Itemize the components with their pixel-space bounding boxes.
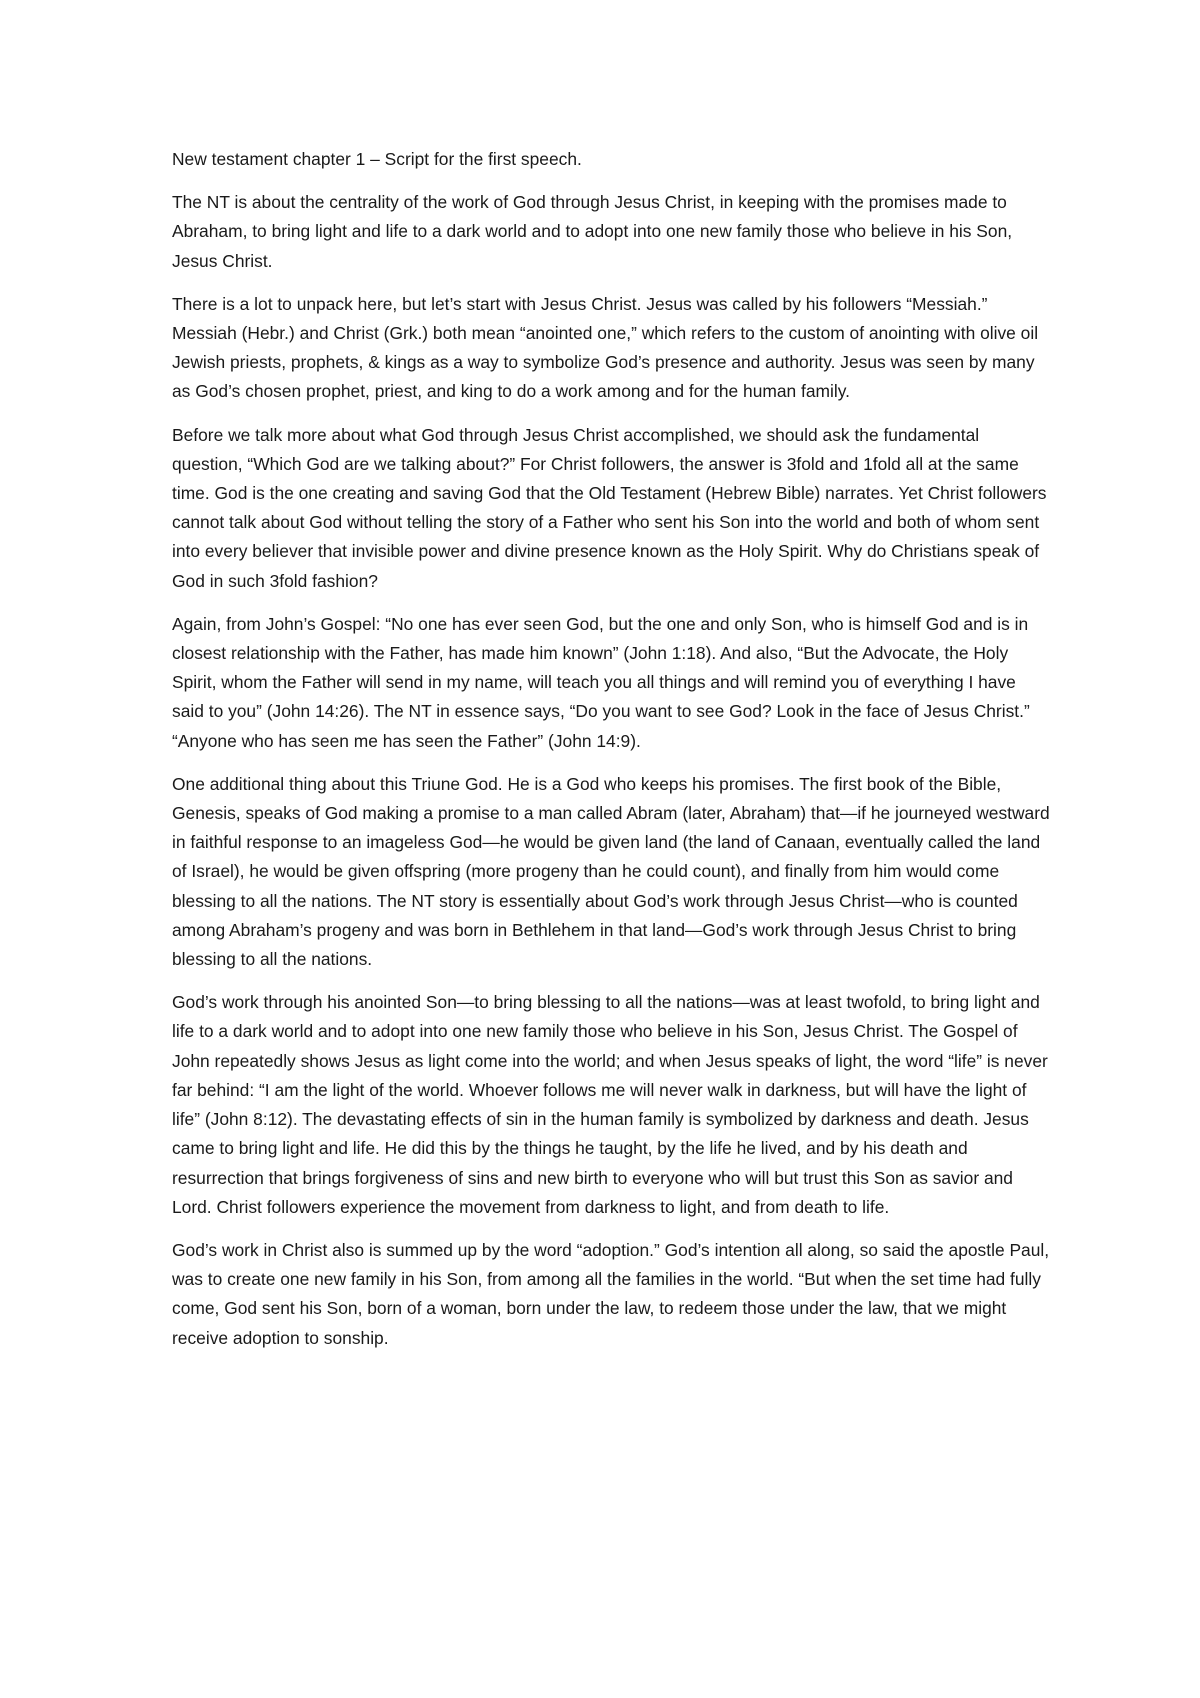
paragraph-triune-god-promises: One additional thing about this Triune God. He is a God who keeps his promises. The first book of the Bible, Genesis, speaks of God making a promise to a man called Abram (later, Abraham) that—if he journeyed westward in faithful response to an imageless God—he would be given land (the land of Canaan, eventually called the land of Israel), he would be given offspring (more progeny than he could count), and finally from him would come blessing to all the nations. The NT story is essentially about God’s work through Jesus Christ—who is counted among Abraham’s progeny and was born in Bethlehem in that land—God’s work through Jesus Christ to bring blessing to all the nations. xyxy=(172,773,1050,970)
document-title: New testament chapter 1 – Script for the first speech. xyxy=(172,149,582,169)
paragraph-messiah: There is a lot to unpack here, but let’s start with Jesus Christ. Jesus was called by his followers “Messiah.” Messiah (Hebr.) and Christ (Grk.) both mean “anointed one,” which refers to the custom of anointing with olive oil Jewish priests, prophets, & kings as a way to symbolize God’s presence and authority. Jesus was seen by many as God’s chosen prophet, priest, and king to do a work among and for the human family. xyxy=(172,293,1039,402)
paragraph-nt-centrality: The NT is about the centrality of the work of God through Jesus Christ, in keeping with the promises made to Abraham, to bring light and life to a dark world and to adopt into one new family those who believe in his Son, Jesus Christ. xyxy=(172,192,1013,271)
document-body xyxy=(172,145,1052,1367)
paragraph-which-god: Before we talk more about what God through Jesus Christ accomplished, we should ask the fundamental question, “Which God are we talking about?” For Christ followers, the answer is 3fold and 1fold all at the same time. God is the one creating and saving God that the Old Testament (Hebrew Bible) narrates. Yet Christ followers cannot talk about God without telling the story of a Father who sent his Son into the world and both of whom sent into every believer that invisible power and divine presence known as the Holy Spirit. Why do Christians speak of God in such 3fold fashion? xyxy=(172,424,1047,591)
paragraph-adoption: God’s work in Christ also is summed up by the word “adoption.” God’s intention all along, so said the apostle Paul, was to create one new family in his Son, from among all the families in the world. “But when the set time had fully come, God sent his Son, born of a woman, born under the law, to redeem those under the law, that we might receive adoption to sonship. xyxy=(172,1239,1050,1348)
paragraph-johns-gospel: Again, from John’s Gospel: “No one has ever seen God, but the one and only Son, who is himself God and is in closest relationship with the Father, has made him known” (John 1:18). And also, “But the Advocate, the Holy Spirit, whom the Father will send in my name, will teach you all things and will remind you of everything I have said to you” (John 14:26). The NT in essence says, “Do you want to see God? Look in the face of Jesus Christ.” “Anyone who has seen me has seen the Father” (John 14:9). xyxy=(172,613,1030,751)
paragraph-light-and-life: God’s work through his anointed Son—to bring blessing to all the nations—was at least twofold, to bring light and life to a dark world and to adopt into one new family those who believe in his Son, Jesus Christ. The Gospel of John repeatedly shows Jesus as light come into the world; and when Jesus speaks of light, the word “life” is never far behind: “I am the light of the world. Whoever follows me will never walk in darkness, but will have the light of life” (John 8:12). The devastating effects of sin in the human family is symbolized by darkness and death. Jesus came to bring light and life. He did this by the things he taught, by the life he lived, and by his death and resurrection that brings forgiveness of sins and new birth to everyone who will but trust this Son as savior and Lord. Christ followers experience the movement from darkness to light, and from death to life. xyxy=(172,992,1048,1217)
